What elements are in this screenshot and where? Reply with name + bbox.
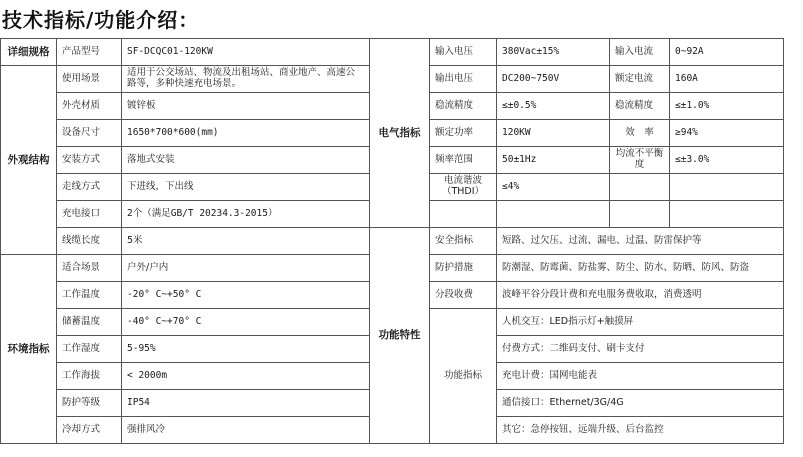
row-value: 5米 — [122, 228, 370, 255]
elec-label: 电流谐波（THDI） — [430, 174, 497, 201]
elec-label: 效 率 — [610, 120, 670, 147]
row-value: SF-DCQC01-120KW — [122, 39, 370, 66]
row-value: < 2000m — [122, 363, 370, 390]
elec-value: 120KW — [497, 120, 610, 147]
elec-value: 160A — [670, 66, 784, 93]
row-label: 储蓄温度 — [57, 309, 122, 336]
feature-label: 防护措施 — [430, 255, 497, 282]
elec-value — [670, 174, 784, 201]
elec-label — [610, 174, 670, 201]
group-electrical: 电气指标 — [370, 39, 430, 228]
empty-cell — [610, 201, 670, 228]
function-item: 通信接口：Ethernet/3G/4G — [497, 390, 784, 417]
row-value: -20° C~+50° C — [122, 282, 370, 309]
elec-value: ≥94% — [670, 120, 784, 147]
feature-value: 短路、过欠压、过流、漏电、过温、防雷保护等 — [497, 228, 784, 255]
row-value: 适用于公交场站、物流及出租场站、商业地产、高速公路等，多种快速充电场景。 — [122, 66, 370, 93]
elec-label: 频率范围 — [430, 147, 497, 174]
elec-value: ≤±0.5% — [497, 93, 610, 120]
row-label: 工作温度 — [57, 282, 122, 309]
feature-label: 分段收费 — [430, 282, 497, 309]
group-environment: 环境指标 — [1, 255, 57, 444]
elec-label: 输入电流 — [610, 39, 670, 66]
elec-label: 稳流精度 — [430, 93, 497, 120]
function-item: 付费方式：二维码支付、刷卡支付 — [497, 336, 784, 363]
elec-value: DC200~750V — [497, 66, 610, 93]
feature-value: 防潮湿、防霉菌、防盐雾、防尘、防水、防晒、防风、防盗 — [497, 255, 784, 282]
row-label: 工作湿度 — [57, 336, 122, 363]
row-label: 防护等级 — [57, 390, 122, 417]
elec-value: 50±1Hz — [497, 147, 610, 174]
row-label: 线缆长度 — [57, 228, 122, 255]
row-value: 户外/户内 — [122, 255, 370, 282]
row-value: IP54 — [122, 390, 370, 417]
row-label: 冷却方式 — [57, 417, 122, 444]
elec-value: ≤±3.0% — [670, 147, 784, 174]
row-value: 1650*700*600(mm) — [122, 120, 370, 147]
row-value: 2个（满足GB/T 20234.3-2015） — [122, 201, 370, 228]
feature-label: 安全指标 — [430, 228, 497, 255]
row-label: 走线方式 — [57, 174, 122, 201]
row-label: 适合场景 — [57, 255, 122, 282]
group-detail-spec: 详细规格 — [1, 39, 57, 66]
function-item: 人机交互：LED指示灯+触摸屏 — [497, 309, 784, 336]
row-value: 镀锌板 — [122, 93, 370, 120]
empty-cell — [430, 201, 497, 228]
function-item: 充电计费：国网电能表 — [497, 363, 784, 390]
elec-value: ≤±1.0% — [670, 93, 784, 120]
row-value: -40° C~+70° C — [122, 309, 370, 336]
elec-label: 稳流精度 — [610, 93, 670, 120]
function-label: 功能指标 — [430, 309, 497, 444]
row-label: 安装方式 — [57, 147, 122, 174]
row-value: 5-95% — [122, 336, 370, 363]
function-item: 其它：急停按钮、远端升级、后台监控 — [497, 417, 784, 444]
elec-label: 均流不平衡度 — [610, 147, 670, 174]
table-row — [1, 228, 784, 255]
row-value: 落地式安装 — [122, 147, 370, 174]
row-label: 使用场景 — [57, 66, 122, 93]
elec-label: 额定电流 — [610, 66, 670, 93]
spec-table — [0, 38, 784, 444]
elec-value: 380Vac±15% — [497, 39, 610, 66]
row-value: 下进线，下出线 — [122, 174, 370, 201]
elec-value: 0~92A — [670, 39, 784, 66]
feature-value: 波峰平谷分段计费和充电服务费收取，消费透明 — [497, 282, 784, 309]
empty-cell — [670, 201, 784, 228]
row-label: 外壳材质 — [57, 93, 122, 120]
group-appearance: 外观结构 — [1, 66, 57, 255]
row-label: 产品型号 — [57, 39, 122, 66]
row-label: 设备尺寸 — [57, 120, 122, 147]
page-title: 技术指标/功能介绍： — [2, 8, 200, 32]
elec-value: ≤4% — [497, 174, 610, 201]
table-row — [1, 39, 784, 66]
elec-label: 输入电压 — [430, 39, 497, 66]
row-label: 工作海拔 — [57, 363, 122, 390]
row-label: 充电接口 — [57, 201, 122, 228]
empty-cell — [497, 201, 610, 228]
group-features: 功能特性 — [370, 228, 430, 444]
elec-label: 输出电压 — [430, 66, 497, 93]
row-value: 强排风冷 — [122, 417, 370, 444]
elec-label: 额定功率 — [430, 120, 497, 147]
